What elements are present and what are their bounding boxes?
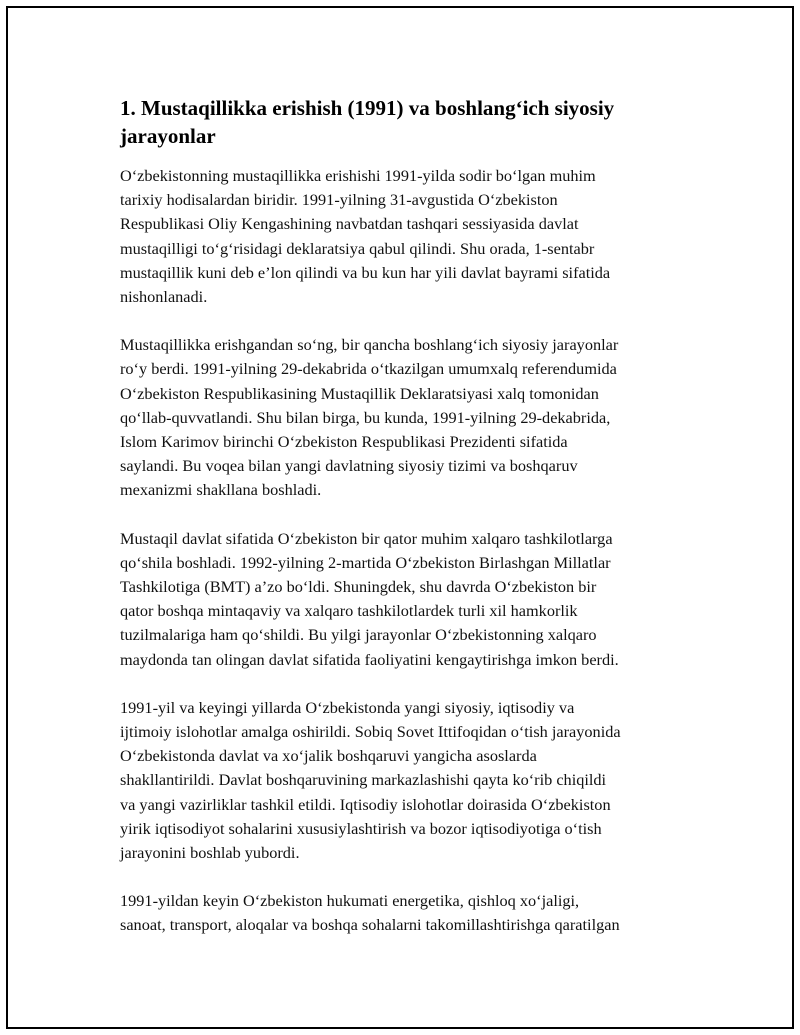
paragraph-line: Mustaqillikka erishgandan so‘ng, bir qancha boshlang‘ich siyosiy jarayonlar — [120, 335, 619, 355]
paragraph-line: sanoat, transport, aloqalar va boshqa sohalarni takomillashtirishga qaratilgan — [120, 915, 620, 935]
paragraph-line: qator boshqa mintaqaviy va xalqaro tashkilotlardek turli xil hamkorlik — [120, 601, 578, 621]
page-frame — [6, 6, 794, 1029]
section-heading — [120, 94, 698, 150]
paragraph-line: tarixiy hodisalardan biridir. 1991-yilning 31-avgustida O‘zbekiston — [120, 190, 558, 210]
paragraph-line: Mustaqil davlat sifatida O‘zbekiston bir qator muhim xalqaro tashkilotlarga — [120, 528, 613, 548]
paragraph-line: va yangi vazirliklar tashkil etildi. Iqtisodiy islohotlar doirasida O‘zbekiston — [120, 794, 611, 814]
paragraph-line: tuzilmalariga ham qo‘shildi. Bu yilgi jarayonlar O‘zbekistonning xalqaro — [120, 625, 597, 645]
paragraph-line: nishonlanadi. — [120, 287, 208, 307]
paragraph-line: qo‘llab-quvvatlandi. Shu bilan birga, bu kunda, 1991-yilning 29-dekabrida, — [120, 407, 611, 427]
paragraph-line: O‘zbekistonda davlat va xo‘jalik boshqaruvi yangicha asoslarda — [120, 746, 537, 766]
paragraph-3 — [120, 527, 698, 672]
paragraph-2 — [120, 333, 698, 502]
paragraph-line: saylandi. Bu voqea bilan yangi davlatning siyosiy tizimi va boshqaruv — [120, 456, 578, 476]
paragraph-line: 1991-yil va keyingi yillarda O‘zbekistonda yangi siyosiy, iqtisodiy va — [120, 697, 575, 717]
paragraph-line: shakllantirildi. Davlat boshqaruvining markazlashishi qayta ko‘rib chiqildi — [120, 770, 607, 790]
paragraph-line: mexanizmi shakllana boshladi. — [120, 480, 322, 500]
paragraph-line: Respublikasi Oliy Kengashining navbatdan tashqari sessiyasida davlat — [120, 214, 579, 234]
heading-line-2: jarayonlar — [120, 124, 216, 148]
document-body — [120, 94, 698, 962]
paragraph-line: O‘zbekiston Respublikasining Mustaqillik Deklaratsiyasi xalq tomonidan — [120, 383, 599, 403]
paragraph-line: yirik iqtisodiyot sohalarini xususiylashtirish va bozor iqtisodiyotiga o‘tish — [120, 818, 602, 838]
paragraph-line: jarayonini boshlab yubordi. — [120, 843, 300, 863]
paragraph-line: Tashkilotiga (BMT) a’zo bo‘ldi. Shuningdek, shu davrda O‘zbekiston bir — [120, 577, 597, 597]
heading-line-1: 1. Mustaqillikka erishish (1991) va boshlang‘ich siyosiy — [120, 96, 615, 120]
paragraph-line: O‘zbekistonning mustaqillikka erishishi 1991-yilda sodir bo‘lgan muhim — [120, 166, 596, 185]
paragraph-1 — [120, 164, 698, 309]
paragraph-line: Islom Karimov birinchi O‘zbekiston Respublikasi Prezidenti sifatida — [120, 432, 568, 452]
paragraph-5 — [120, 889, 698, 937]
paragraph-line: mustaqillik kuni deb e’lon qilindi va bu kun har yili davlat bayrami sifatida — [120, 262, 611, 282]
paragraph-line: maydonda tan olingan davlat sifatida faoliyatini kengaytirishga imkon berdi. — [120, 649, 619, 669]
paragraph-line: ro‘y berdi. 1991-yilning 29-dekabrida o‘tkazilgan umumxalq referendumida — [120, 359, 617, 379]
paragraph-line: ijtimoiy islohotlar amalga oshirildi. Sobiq Sovet Ittifoqidan o‘tish jarayonida — [120, 722, 621, 742]
paragraph-line: mustaqilligi to‘g‘risidagi deklaratsiya qabul qilindi. Shu orada, 1-sentabr — [120, 238, 595, 258]
paragraph-4 — [120, 696, 698, 865]
paragraph-line: qo‘shila boshladi. 1992-yilning 2-martida O‘zbekiston Birlashgan Millatlar — [120, 552, 611, 572]
paragraph-line: 1991-yildan keyin O‘zbekiston hukumati energetika, qishloq xo‘jaligi, — [120, 891, 580, 911]
